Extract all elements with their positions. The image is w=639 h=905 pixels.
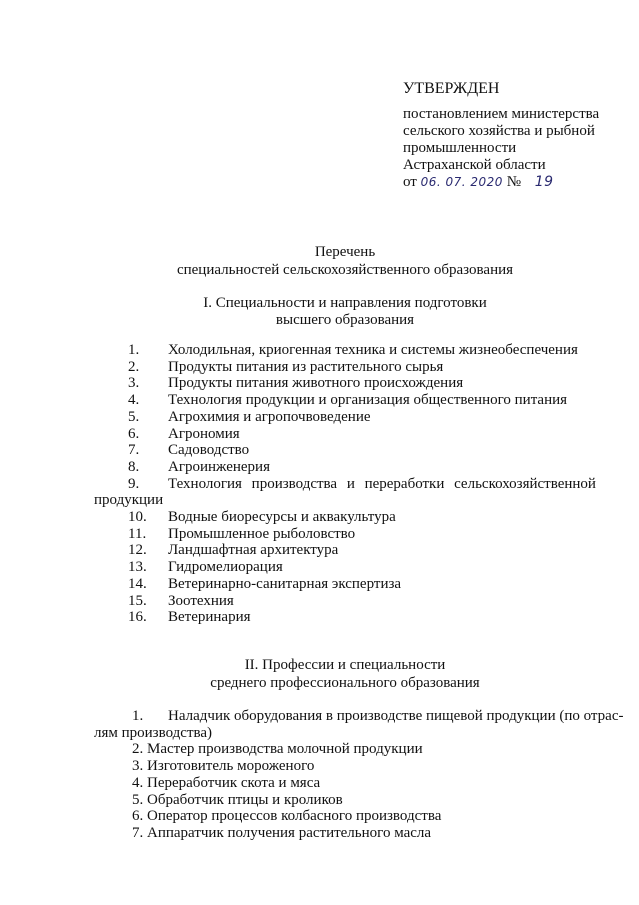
approval-line: постановлением министерства xyxy=(403,106,600,122)
list-item-continuation: лям производства) xyxy=(94,724,213,741)
section-1-heading-line-1: I. Специальности и направления подготовки xyxy=(203,295,487,311)
section-2-heading xyxy=(90,657,600,692)
approval-line: Астраханской области xyxy=(403,157,546,173)
title-line-1: Перечень xyxy=(314,244,376,260)
document-title xyxy=(90,244,600,279)
approval-block xyxy=(403,80,599,191)
approval-date-line xyxy=(403,174,599,191)
title-line-2: специальностей сельскохозяйственного образования xyxy=(176,262,514,278)
section-1-heading-line-2: высшего образования xyxy=(275,312,415,328)
section-1-heading xyxy=(90,295,600,329)
handwritten-number: 19 xyxy=(534,174,554,190)
approval-line: сельского хозяйства и рыбной xyxy=(403,123,595,139)
number-prefix: № xyxy=(506,174,522,190)
section-2-heading-line-2: среднего профессионального образования xyxy=(210,675,480,691)
date-prefix: от xyxy=(403,174,417,190)
justified-line: Технология производства и переработки сельскохозяйственной xyxy=(168,475,596,492)
approved-label: УТВЕРЖДЕН xyxy=(403,80,500,97)
section-2-heading-line-1: II. Профессии и специальности xyxy=(244,657,446,673)
approval-line: промышленности xyxy=(403,140,517,156)
handwritten-date: 06. 07. 2020 xyxy=(420,175,503,189)
list-item-continuation: продукции xyxy=(94,492,164,509)
